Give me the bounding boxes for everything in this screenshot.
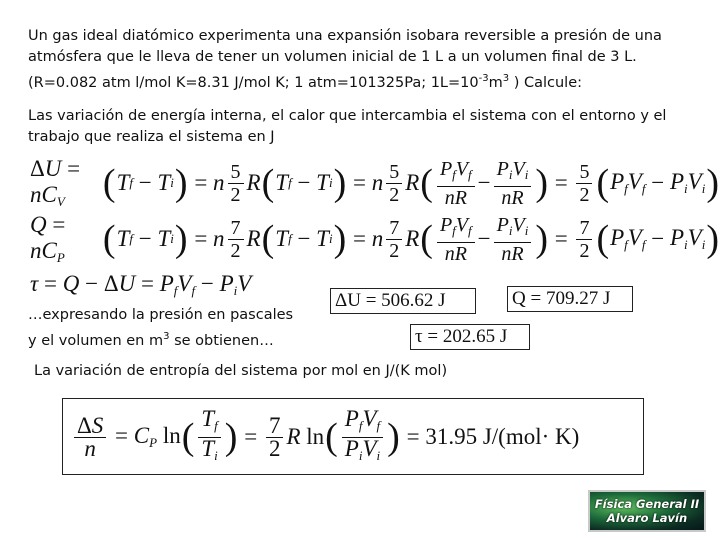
note-line-1: …expresando la presión en pascales: [28, 307, 294, 323]
course-badge-logo: Física General II Alvaro Lavín: [588, 490, 706, 532]
result-delta-u-box: ΔU = 506.62 J: [330, 288, 476, 314]
problem-line-3: (R=0.082 atm l/mol K=8.31 J/mol K; 1 atm=101325Pa; $1L=10^{-3}m^3$ ) Calcule:: [28, 73, 583, 91]
entropy-equation-box: $\frac{\Delta S}{n}$ = $C_P$ ln ( $\frac{T_f}{T_i}$ ) = $\frac{7}{2}$ R ln ( $\frac{P_fV_f}{P_iV_i}$ ) = 31.95 J/(mol· K): [62, 398, 644, 475]
equation-tau: $\tau = Q - \Delta U = P_fV_f - P_iV$: [30, 271, 252, 298]
problem-line-2: atmósfera que le lleva de tener un volumen inicial de 1 L a un volumen final de 3 L.: [28, 49, 637, 65]
result-q-box: Q = 709.27 J: [507, 286, 633, 312]
note-line-2: y el volumen en $m^3$ se obtienen…: [28, 331, 274, 349]
equation-delta-u: $\Delta U = nC_V$ ( T f − T i ) = n $\frac{5}{2}$ R ( T f − T i ) = n $\frac{5}{2}$ R ( $\frac{P_fV_f}{nR}$ − $\frac{P_iV_i}{nR}$ ) = $\frac{5}{2}$ ( $P_fV_f$ − $P_iV_i$ ): [30, 156, 719, 209]
part2-line-1: La variación de entropía del sistema por mol en J/(K mol): [34, 363, 448, 379]
entropy-result: 31.95 J/(mol· K): [425, 424, 580, 449]
equation-q: $Q = nC_P$ ( T f − T i ) = n $\frac{7}{2}$ R ( T f − T i ) = n $\frac{7}{2}$ R ( $\frac{P_fV_f}{nR}$ − $\frac{P_iV_i}{nR}$ ) = $\frac{7}{2}$ ( $P_fV_f$ − $P_iV_i$ ): [30, 212, 719, 265]
part1-line-2: trabajo que realiza el sistema en J: [28, 129, 275, 145]
part1-line-1: Las variación de energía interna, el calor que intercambia el sistema con el entorno y el: [28, 108, 667, 124]
problem-line-1: Un gas ideal diatómico experimenta una expansión isobara reversible a presión de una: [28, 28, 662, 44]
result-tau-box: τ = 202.65 J: [410, 324, 530, 350]
